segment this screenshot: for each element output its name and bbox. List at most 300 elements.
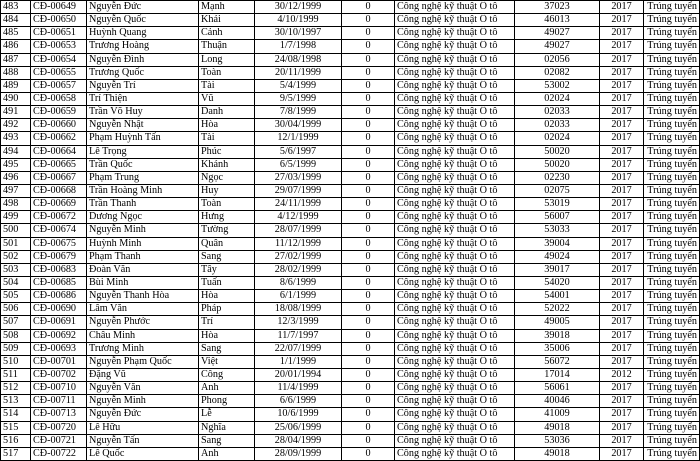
first-name: Tuấn [199,276,255,289]
candidate-code: CĐ-00651 [31,27,87,40]
date-of-birth: 10/6/1999 [255,408,342,421]
priority-value: 0 [342,1,395,14]
major-name: Công nghệ kỹ thuật Ô tô [395,355,515,368]
last-middle-name: Dương Ngọc [87,211,199,224]
school-code: 02033 [515,119,600,132]
major-name: Công nghệ kỹ thuật Ô tô [395,237,515,250]
priority-value: 0 [342,198,395,211]
candidate-code: CĐ-00664 [31,145,87,158]
row-number: 494 [1,145,31,158]
admission-result: Trúng tuyển [644,355,700,368]
graduation-year: 2017 [600,342,644,355]
school-code: 46013 [515,14,600,27]
date-of-birth: 24/08/1998 [255,53,342,66]
row-number: 510 [1,355,31,368]
graduation-year: 2017 [600,237,644,250]
row-number: 501 [1,237,31,250]
date-of-birth: 5/4/1999 [255,79,342,92]
table-row [1,316,700,329]
major-name: Công nghệ kỹ thuật Ô tô [395,27,515,40]
date-of-birth: 30/10/1997 [255,27,342,40]
priority-value: 0 [342,250,395,263]
table-row [1,211,700,224]
table-row [1,421,700,434]
major-name: Công nghệ kỹ thuật Ô tô [395,171,515,184]
row-number: 513 [1,395,31,408]
table-row [1,53,700,66]
last-middle-name: Nguyễn Đình [87,53,199,66]
school-code: 56072 [515,355,600,368]
row-number: 514 [1,408,31,421]
candidate-code: CĐ-00660 [31,119,87,132]
row-number: 512 [1,382,31,395]
row-number: 508 [1,329,31,342]
graduation-year: 2012 [600,368,644,381]
graduation-year: 2017 [600,79,644,92]
priority-value: 0 [342,132,395,145]
first-name: Hòa [199,329,255,342]
graduation-year: 2017 [600,14,644,27]
last-middle-name: Nguyễn Đức [87,408,199,421]
graduation-year: 2017 [600,92,644,105]
candidate-code: CĐ-00672 [31,211,87,224]
last-middle-name: Phạm Huỳnh Tấn [87,132,199,145]
priority-value: 0 [342,342,395,355]
row-number: 506 [1,303,31,316]
school-code: 49027 [515,40,600,53]
date-of-birth: 30/04/1999 [255,119,342,132]
priority-value: 0 [342,382,395,395]
major-name: Công nghệ kỹ thuật Ô tô [395,408,515,421]
admission-result: Trúng tuyển [644,237,700,250]
admission-result: Trúng tuyển [644,1,700,14]
date-of-birth: 6/6/1999 [255,395,342,408]
table-row [1,1,700,14]
date-of-birth: 4/10/1999 [255,14,342,27]
last-middle-name: Nguyễn Đức [87,1,199,14]
priority-value: 0 [342,329,395,342]
major-name: Công nghệ kỹ thuật Ô tô [395,106,515,119]
last-middle-name: Đặng Vũ [87,368,199,381]
admission-result: Trúng tuyển [644,211,700,224]
admission-result: Trúng tuyển [644,368,700,381]
last-middle-name: Đoàn Văn [87,263,199,276]
last-middle-name: Lê Quốc [87,447,199,460]
row-number: 499 [1,211,31,224]
admission-result: Trúng tuyển [644,342,700,355]
priority-value: 0 [342,145,395,158]
school-code: 17014 [515,368,600,381]
first-name: Huy [199,184,255,197]
row-number: 505 [1,290,31,303]
candidate-code: CĐ-00659 [31,106,87,119]
admission-result: Trúng tuyển [644,27,700,40]
last-middle-name: Trần Thanh [87,198,199,211]
candidate-code: CĐ-00675 [31,237,87,250]
graduation-year: 2017 [600,66,644,79]
admission-result: Trúng tuyển [644,145,700,158]
graduation-year: 2017 [600,290,644,303]
table-row [1,237,700,250]
major-name: Công nghệ kỹ thuật Ô tô [395,66,515,79]
first-name: Tài [199,79,255,92]
school-code: 37023 [515,1,600,14]
priority-value: 0 [342,263,395,276]
row-number: 496 [1,171,31,184]
major-name: Công nghệ kỹ thuật Ô tô [395,198,515,211]
first-name: Tường [199,224,255,237]
admission-result: Trúng tuyển [644,447,700,460]
candidate-code: CĐ-00662 [31,132,87,145]
last-middle-name: Nguyễn Minh [87,224,199,237]
date-of-birth: 6/5/1999 [255,158,342,171]
row-number: 489 [1,79,31,92]
candidate-code: CĐ-00683 [31,263,87,276]
school-code: 50020 [515,158,600,171]
last-middle-name: Trần Hoàng Minh [87,184,199,197]
school-code: 49018 [515,421,600,434]
priority-value: 0 [342,290,395,303]
table-row [1,27,700,40]
school-code: 02075 [515,184,600,197]
admission-result: Trúng tuyển [644,66,700,79]
date-of-birth: 6/1/1999 [255,290,342,303]
table-row [1,79,700,92]
school-code: 54020 [515,276,600,289]
school-code: 39018 [515,329,600,342]
candidate-code: CĐ-00658 [31,92,87,105]
first-name: Trí [199,316,255,329]
priority-value: 0 [342,184,395,197]
graduation-year: 2017 [600,434,644,447]
table-row [1,14,700,27]
first-name: Lễ [199,408,255,421]
major-name: Công nghệ kỹ thuật Ô tô [395,342,515,355]
table-row [1,434,700,447]
candidate-code: CĐ-00713 [31,408,87,421]
major-name: Công nghệ kỹ thuật Ô tô [395,132,515,145]
major-name: Công nghệ kỹ thuật Ô tô [395,14,515,27]
admission-result: Trúng tuyển [644,92,700,105]
first-name: Long [199,53,255,66]
first-name: Tây [199,263,255,276]
row-number: 504 [1,276,31,289]
major-name: Công nghệ kỹ thuật Ô tô [395,434,515,447]
date-of-birth: 12/3/1999 [255,316,342,329]
date-of-birth: 18/08/1999 [255,303,342,316]
date-of-birth: 25/06/1999 [255,421,342,434]
admission-result: Trúng tuyển [644,421,700,434]
row-number: 500 [1,224,31,237]
table-row [1,303,700,316]
row-number: 517 [1,447,31,460]
date-of-birth: 28/09/1999 [255,447,342,460]
first-name: Việt [199,355,255,368]
admission-result: Trúng tuyển [644,263,700,276]
table-row [1,329,700,342]
first-name: Sang [199,250,255,263]
major-name: Công nghệ kỹ thuật Ô tô [395,263,515,276]
last-middle-name: Nguyễn Tấn [87,434,199,447]
major-name: Công nghệ kỹ thuật Ô tô [395,368,515,381]
first-name: Hưng [199,211,255,224]
row-number: 491 [1,106,31,119]
school-code: 52022 [515,303,600,316]
major-name: Công nghệ kỹ thuật Ô tô [395,79,515,92]
major-name: Công nghệ kỹ thuật Ô tô [395,290,515,303]
major-name: Công nghệ kỹ thuật Ô tô [395,224,515,237]
school-code: 02024 [515,132,600,145]
first-name: Phong [199,395,255,408]
candidate-code: CĐ-00721 [31,434,87,447]
graduation-year: 2017 [600,408,644,421]
priority-value: 0 [342,368,395,381]
graduation-year: 2017 [600,1,644,14]
last-middle-name: Lê Trọng [87,145,199,158]
first-name: Vũ [199,92,255,105]
admission-result: Trúng tuyển [644,224,700,237]
table-row [1,40,700,53]
date-of-birth: 28/07/1999 [255,224,342,237]
graduation-year: 2017 [600,198,644,211]
school-code: 56061 [515,382,600,395]
row-number: 492 [1,119,31,132]
major-name: Công nghệ kỹ thuật Ô tô [395,145,515,158]
school-code: 49027 [515,27,600,40]
last-middle-name: Trần Quốc [87,158,199,171]
school-code: 53036 [515,434,600,447]
school-code: 53002 [515,79,600,92]
priority-value: 0 [342,395,395,408]
table-row [1,132,700,145]
admission-result: Trúng tuyển [644,303,700,316]
admission-result: Trúng tuyển [644,329,700,342]
first-name: Hòa [199,119,255,132]
table-row [1,119,700,132]
last-middle-name: Nguyễn Minh [87,395,199,408]
school-code: 35006 [515,342,600,355]
row-number: 486 [1,40,31,53]
graduation-year: 2017 [600,53,644,66]
school-code: 56007 [515,211,600,224]
major-name: Công nghệ kỹ thuật Ô tô [395,211,515,224]
priority-value: 0 [342,171,395,184]
graduation-year: 2017 [600,40,644,53]
last-middle-name: Châu Minh [87,329,199,342]
admission-result: Trúng tuyển [644,382,700,395]
major-name: Công nghệ kỹ thuật Ô tô [395,53,515,66]
date-of-birth: 11/4/1999 [255,382,342,395]
date-of-birth: 27/02/1999 [255,250,342,263]
candidate-code: CĐ-00685 [31,276,87,289]
major-name: Công nghệ kỹ thuật Ô tô [395,447,515,460]
admission-result: Trúng tuyển [644,316,700,329]
table-row [1,92,700,105]
first-name: Toàn [199,66,255,79]
last-middle-name: Nguyễn Trí [87,79,199,92]
priority-value: 0 [342,447,395,460]
table-body [1,1,700,461]
candidate-code: CĐ-00693 [31,342,87,355]
priority-value: 0 [342,92,395,105]
graduation-year: 2017 [600,382,644,395]
candidate-code: CĐ-00649 [31,1,87,14]
date-of-birth: 5/6/1997 [255,145,342,158]
row-number: 485 [1,27,31,40]
date-of-birth: 12/1/1999 [255,132,342,145]
last-middle-name: Trần Võ Huy [87,106,199,119]
last-middle-name: Nguyễn Quốc [87,14,199,27]
first-name: Pháp [199,303,255,316]
candidate-code: CĐ-00692 [31,329,87,342]
row-number: 515 [1,421,31,434]
candidate-code: CĐ-00654 [31,53,87,66]
row-number: 483 [1,1,31,14]
candidate-code: CĐ-00679 [31,250,87,263]
first-name: Sang [199,342,255,355]
school-code: 39017 [515,263,600,276]
table-row [1,184,700,197]
row-number: 495 [1,158,31,171]
candidate-code: CĐ-00655 [31,66,87,79]
priority-value: 0 [342,106,395,119]
last-middle-name: Nguyễn Phạm Quốc [87,355,199,368]
priority-value: 0 [342,421,395,434]
graduation-year: 2017 [600,276,644,289]
candidate-code: CĐ-00686 [31,290,87,303]
graduation-year: 2017 [600,158,644,171]
table-row [1,368,700,381]
admission-result: Trúng tuyển [644,408,700,421]
table-row [1,66,700,79]
graduation-year: 2017 [600,250,644,263]
last-middle-name: Huỳnh Minh [87,237,199,250]
candidate-code: CĐ-00710 [31,382,87,395]
table-row [1,106,700,119]
admission-result: Trúng tuyển [644,14,700,27]
table-row [1,158,700,171]
candidate-code: CĐ-00722 [31,447,87,460]
graduation-year: 2017 [600,211,644,224]
major-name: Công nghệ kỹ thuật Ô tô [395,382,515,395]
row-number: 509 [1,342,31,355]
last-middle-name: Trương Quốc [87,66,199,79]
school-code: 53033 [515,224,600,237]
graduation-year: 2017 [600,316,644,329]
first-name: Anh [199,382,255,395]
school-code: 54001 [515,290,600,303]
school-code: 02033 [515,106,600,119]
major-name: Công nghệ kỹ thuật Ô tô [395,395,515,408]
admission-result: Trúng tuyển [644,184,700,197]
graduation-year: 2017 [600,119,644,132]
table-row [1,382,700,395]
priority-value: 0 [342,14,395,27]
last-middle-name: Huỳnh Quang [87,27,199,40]
major-name: Công nghệ kỹ thuật Ô tô [395,303,515,316]
priority-value: 0 [342,211,395,224]
last-middle-name: Trí Thiện [87,92,199,105]
priority-value: 0 [342,27,395,40]
last-middle-name: Bùi Minh [87,276,199,289]
priority-value: 0 [342,119,395,132]
candidate-code: CĐ-00690 [31,303,87,316]
date-of-birth: 4/12/1999 [255,211,342,224]
first-name: Anh [199,447,255,460]
date-of-birth: 11/7/1997 [255,329,342,342]
date-of-birth: 22/07/1999 [255,342,342,355]
school-code: 02082 [515,66,600,79]
admission-result: Trúng tuyển [644,158,700,171]
last-middle-name: Nguyễn Nhật [87,119,199,132]
row-number: 502 [1,250,31,263]
admission-result: Trúng tuyển [644,198,700,211]
school-code: 02056 [515,53,600,66]
table-row [1,395,700,408]
graduation-year: 2017 [600,421,644,434]
date-of-birth: 27/03/1999 [255,171,342,184]
table-row [1,342,700,355]
last-middle-name: Nguyễn Văn [87,382,199,395]
school-code: 50020 [515,145,600,158]
major-name: Công nghệ kỹ thuật Ô tô [395,92,515,105]
priority-value: 0 [342,224,395,237]
last-middle-name: Phạm Thanh [87,250,199,263]
table-row [1,355,700,368]
priority-value: 0 [342,276,395,289]
first-name: Khánh [199,158,255,171]
admission-result: Trúng tuyển [644,79,700,92]
major-name: Công nghệ kỹ thuật Ô tô [395,40,515,53]
candidate-code: CĐ-00653 [31,40,87,53]
first-name: Phúc [199,145,255,158]
date-of-birth: 28/02/1999 [255,263,342,276]
graduation-year: 2017 [600,447,644,460]
last-middle-name: Nguyễn Thanh Hòa [87,290,199,303]
row-number: 498 [1,198,31,211]
date-of-birth: 11/12/1999 [255,237,342,250]
admission-result: Trúng tuyển [644,119,700,132]
date-of-birth: 1/7/1998 [255,40,342,53]
table-row [1,224,700,237]
school-code: 49024 [515,250,600,263]
date-of-birth: 1/1/1999 [255,355,342,368]
admission-result: Trúng tuyển [644,132,700,145]
priority-value: 0 [342,408,395,421]
first-name: Sang [199,434,255,447]
row-number: 497 [1,184,31,197]
date-of-birth: 30/12/1999 [255,1,342,14]
first-name: Toàn [199,198,255,211]
admission-result: Trúng tuyển [644,434,700,447]
last-middle-name: Trương Hoàng [87,40,199,53]
table-row [1,250,700,263]
candidate-code: CĐ-00668 [31,184,87,197]
priority-value: 0 [342,79,395,92]
row-number: 503 [1,263,31,276]
graduation-year: 2017 [600,395,644,408]
major-name: Công nghệ kỹ thuật Ô tô [395,250,515,263]
priority-value: 0 [342,158,395,171]
major-name: Công nghệ kỹ thuật Ô tô [395,316,515,329]
graduation-year: 2017 [600,171,644,184]
table-row [1,276,700,289]
date-of-birth: 7/8/1999 [255,106,342,119]
row-number: 488 [1,66,31,79]
table-row [1,171,700,184]
priority-value: 0 [342,66,395,79]
school-code: 41009 [515,408,600,421]
